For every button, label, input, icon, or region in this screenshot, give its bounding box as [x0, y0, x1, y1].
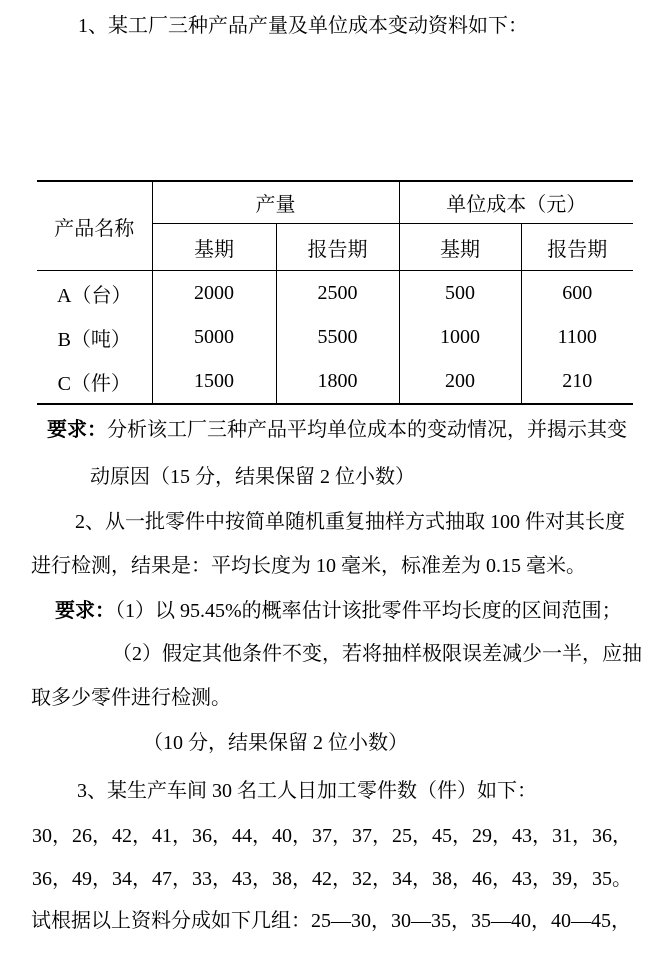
question-3-intro: 3、某生产车间 30 名工人日加工零件数（件）如下： — [77, 780, 537, 802]
table-subheader-cost-report: 报告期 — [521, 224, 633, 271]
table-row-c — [37, 359, 633, 404]
output-report-cell: 2500 — [276, 271, 399, 316]
cost-base-cell: 200 — [399, 359, 521, 404]
question-2-score-note: （10 分，结果保留 2 位小数） — [143, 732, 408, 754]
cost-report-cell: 600 — [521, 271, 633, 316]
output-base-cell: 5000 — [152, 315, 276, 359]
table-subheader-output-base: 基期 — [152, 224, 276, 271]
requirement-label: 要求： — [47, 419, 107, 441]
requirement-text: （1）以 95.45%的概率估计该批零件平均长度的区间范围； — [115, 600, 622, 622]
question-2-requirement-2-line-2: 取多少零件进行检测。 — [31, 687, 231, 709]
cost-base-cell: 1000 — [399, 315, 521, 359]
table-header-output: 产量 — [152, 181, 399, 224]
question-1-requirement-line-1 — [47, 417, 627, 443]
question-3-data-line-1: 30，26，42，41，36，44，40，37，37，25，45，29，43，31，36， — [32, 825, 632, 847]
question-2-intro-line-2: 进行检测，结果是：平均长度为 10 毫米，标准差为 0.15 毫米。 — [31, 555, 586, 577]
table-row-a — [37, 271, 633, 316]
table-header-row-1 — [37, 181, 633, 224]
table-row-b — [37, 315, 633, 359]
question-2-intro-line-1: 2、从一批零件中按简单随机重复抽样方式抽取 100 件对其长度 — [75, 511, 625, 533]
output-report-cell: 5500 — [276, 315, 399, 359]
output-base-cell: 2000 — [152, 271, 276, 316]
question-1-requirement-line-2: 动原因（15 分，结果保留 2 位小数） — [90, 466, 415, 488]
output-base-cell: 1500 — [152, 359, 276, 404]
question-2-requirement-2-line-1: （2）假定其他条件不变，若将抽样极限误差减少一半，应抽 — [112, 643, 642, 665]
cost-report-cell: 1100 — [521, 315, 633, 359]
cost-base-cell: 500 — [399, 271, 521, 316]
cost-report-cell: 210 — [521, 359, 633, 404]
question-3-data-line-2: 36，49，34，47，33，43，38，42，32，34，38，46，43，39，35。 — [32, 868, 632, 890]
requirement-label: 要求： — [55, 600, 115, 622]
table-subheader-output-report: 报告期 — [276, 224, 399, 271]
product-name-cell: B（吨） — [57, 328, 131, 351]
question-2-requirement-1 — [55, 598, 622, 624]
question-1-intro: 1、某工厂三种产品产量及单位成本变动资料如下： — [78, 15, 528, 37]
question-1-table — [37, 180, 633, 405]
requirement-text: 分析该工厂三种产品平均单位成本的变动情况，并揭示其变 — [107, 419, 627, 441]
product-name-cell: C（件） — [57, 372, 131, 395]
table-header-unit-cost: 单位成本（元） — [399, 181, 633, 224]
product-name-cell: A（台） — [57, 284, 132, 307]
question-3-grouping-line: 试根据以上资料分成如下几组：25—30，30—35，35—40，40—45， — [31, 910, 631, 932]
table-subheader-cost-base: 基期 — [399, 224, 521, 271]
table-header-product-name: 产品名称 — [37, 181, 152, 271]
output-report-cell: 1800 — [276, 359, 399, 404]
